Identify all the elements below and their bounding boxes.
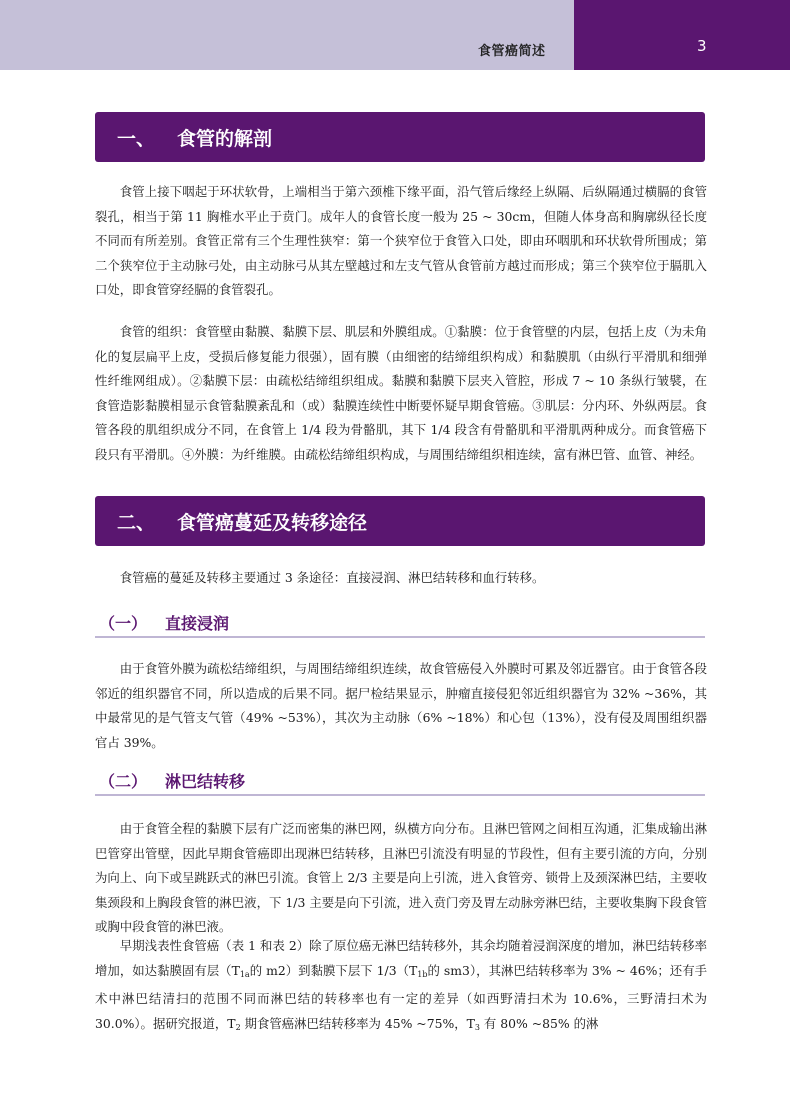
- section-title: 食管的解剖: [177, 127, 273, 150]
- header-page-box: [574, 0, 790, 70]
- subsection-number: （二）: [99, 771, 148, 791]
- section-heading-anatomy: [95, 112, 705, 162]
- subheading-direct-invasion: [95, 608, 705, 638]
- paragraph-anatomy-overview: 食管上接下咽起于环状软骨，上端相当于第六颈椎下缘平面，沿气管后缘经上纵隔、后纵隔通过横膈的食管裂孔，相当于第 11 胸椎水平止于贲门。成年人的食管长度一般为 25 ~ 30cm，但随人体身高和胸廓纵径长度不同而有所差别。食管正常有三个生理性狭窄：第一个狭窄位于食管入口处，即由环咽肌和环状软骨所围成；第二个狭窄位于主动脉弓处，由主动脉弓从其左壁越过和左支气管从食管前方越过而形成；第三个狭窄位于膈肌入口处，即食管穿经膈的食管裂孔。: [95, 184, 707, 298]
- paragraph-direct-invasion: 由于食管外膜为疏松结缔组织，与周围结缔组织连续，故食管癌侵入外膜时可累及邻近器官。由于食管各段邻近的组织器官不同，所以造成的后果不同。据尸检结果显示，肿瘤直接侵犯邻近组织器官为 32% ~36%，其中最常见的是气管支气管（49% ~53%），其次为主动脉（6% ~18%）和心包（13%），没有侵及周围组织器官占 39%。: [95, 661, 707, 750]
- section-number: 一、: [117, 127, 156, 150]
- paragraph-early-cancer-metastasis: 早期浅表性食管癌（表 1 和表 2）除了原位癌无淋巴结转移外，其余均随着浸润深度的增加，淋巴结转移率增加，如达黏膜固有层（$T_{1a}$的 m2）到黏膜下层下 $1/3(T_{1b}$的 sm3），其淋巴结转移率为 3% ~ 46%；还有手术中淋巴结清扫的范围不同而淋巴结的转移率也有一定的差异（如西野清扫术为 10.6%，三野清扫术为 30.0%）。据研究报道，$T_2$ 期食管癌淋巴结转移率为 45% ~75%，$T_3$ 有 80% ~85% 的淋: [95, 938, 708, 1032]
- chapter-title: 食管癌简述: [478, 44, 546, 59]
- section-heading-spread: [95, 496, 705, 546]
- subheading-lymph-metastasis: [95, 766, 705, 796]
- paragraph-lymph-network: 由于食管全程的黏膜下层有广泛而密集的淋巴网，纵横方向分布。且淋巴管网之间相互沟通，汇集成输出淋巴管穿出管壁，因此早期食管癌即出现淋巴结转移，且淋巴引流没有明显的节段性，但有主要引流的方向，分别为向上、向下或呈跳跃式的淋巴引流。食管上 2/3 主要是向上引流，进入食管旁、锁骨上及颈深淋巴结，主要收集颈段和上胸段食管的淋巴液，下 1/3 主要是向下引流，进入贲门旁及胃左动脉旁淋巴结，主要收集胸下段食管或胸中段食管的淋巴液。: [95, 821, 707, 935]
- header-chapter-tab: [460, 0, 574, 70]
- page-number: 3: [697, 37, 707, 55]
- subsection-number: （一）: [99, 613, 148, 633]
- section-title: 食管癌蔓延及转移途径: [177, 511, 368, 534]
- subsection-title: 直接浸润: [165, 613, 230, 633]
- paragraph-spread-intro: 食管癌的蔓延及转移主要通过 3 条途径：直接浸润、淋巴结转移和血行转移。: [119, 570, 545, 585]
- paragraph-histology: 食管的组织：食管壁由黏膜、黏膜下层、肌层和外膜组成。①黏膜：位于食管壁的内层，包括上皮（为未角化的复层扁平上皮，受损后修复能力很强），固有膜（由细密的结缔组织构成）和黏膜肌（由纵行平滑肌和细弹性纤维网组成）。②黏膜下层：由疏松结缔组织组成。黏膜和黏膜下层夹入管腔，形成 7 ~ 10 条纵行皱襞，在食管造影黏膜相显示食管黏膜紊乱和（或）黏膜连续性中断要怀疑早期食管癌。③肌层：分内环、外纵两层。食管各段的肌组织成分不同，在食管上 1/4 段为骨骼肌，其下 1/4 段含有骨骼肌和平滑肌两种成分。而食管癌下段只有平滑肌。④外膜：为纤维膜。由疏松结缔组织构成，与周围结缔组织相连续，富有淋巴管、血管、神经。: [95, 324, 707, 462]
- section-number: 二、: [117, 511, 156, 534]
- subsection-title: 淋巴结转移: [165, 771, 246, 791]
